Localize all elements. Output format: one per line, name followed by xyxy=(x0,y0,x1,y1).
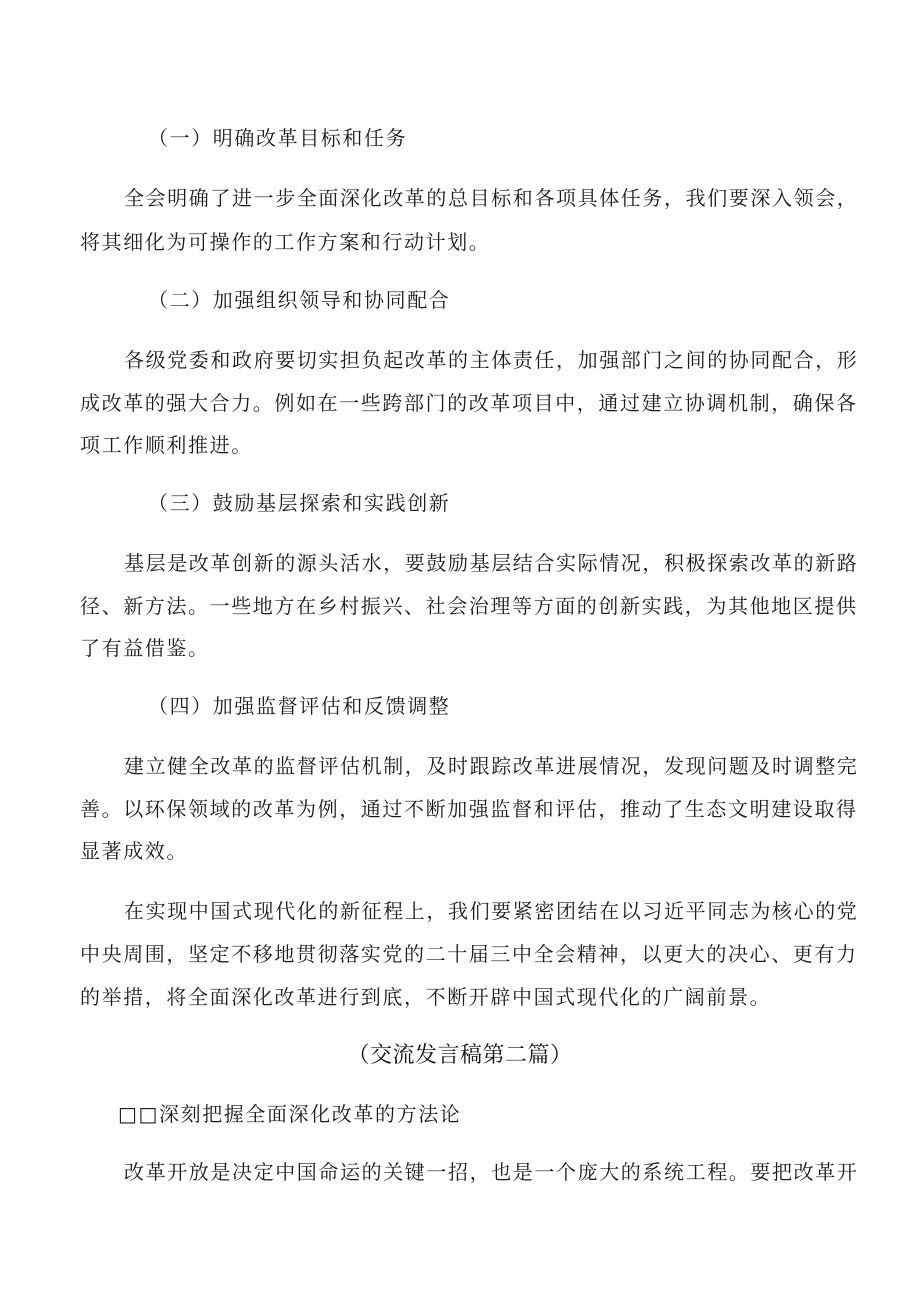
section-2-line-3: 项工作顺利推进。 xyxy=(80,433,253,457)
section-1-line-1: 全会明确了进一步全面深化改革的总目标和各项具体任务，我们要深入领会， xyxy=(124,186,859,210)
section-1-line-2: 将其细化为可操作的工作方案和行动计划。 xyxy=(80,230,491,254)
article-2-title: （交流发言稿第二篇） xyxy=(347,1043,573,1068)
section-4-heading: （四）加强监督评估和反馈调整 xyxy=(148,694,451,718)
article-2-line-1: 改革开放是决定中国命运的关键一招，也是一个庞大的系统工程。要把改革开 xyxy=(124,1160,859,1184)
conclusion-line-3: 的举措，将全面深化改革进行到底，不断开辟中国式现代化的广阔前景。 xyxy=(80,985,772,1009)
conclusion-line-1: 在实现中国式现代化的新征程上，我们要紧密团结在以习近平同志为核心的党 xyxy=(124,899,859,923)
conclusion-line-2: 中央周围，坚定不移地贯彻落实党的二十届三中全会精神，以更大的决心、更有力 xyxy=(80,942,858,966)
section-4-line-3: 显著成效。 xyxy=(80,839,188,863)
section-1-heading: （一）明确改革目标和任务 xyxy=(148,126,408,150)
section-2-line-2: 成改革的强大合力。例如在一些跨部门的改革项目中，通过建立协调机制，确保各 xyxy=(80,391,858,415)
section-4-line-2: 善。以环保领域的改革为例，通过不断加强监督和评估，推动了生态文明建设取得 xyxy=(80,797,858,821)
section-3-line-1: 基层是改革创新的源头活水，要鼓励基层结合实际情况，积极探索改革的新路 xyxy=(124,551,859,575)
section-3-heading: （三）鼓励基层探索和实践创新 xyxy=(148,491,451,515)
article-2-subheading: □□深刻把握全面深化改革的方法论 xyxy=(118,1102,462,1126)
section-2-line-1: 各级党委和政府要切实担负起改革的主体责任，加强部门之间的协同配合，形 xyxy=(124,348,859,372)
section-3-line-3: 了有益借鉴。 xyxy=(80,636,210,660)
section-2-heading: （二）加强组织领导和协同配合 xyxy=(148,288,451,312)
section-4-line-1: 建立健全改革的监督评估机制，及时跟踪改革进展情况，发现问题及时调整完 xyxy=(124,754,859,778)
section-3-line-2: 径、新方法。一些地方在乡村振兴、社会治理等方面的创新实践，为其他地区提供 xyxy=(80,594,858,618)
